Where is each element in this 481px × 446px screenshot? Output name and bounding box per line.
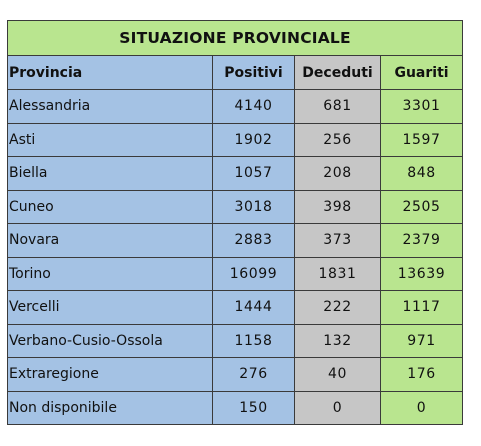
cell-provincia: Cuneo [8, 190, 213, 224]
cell-positivi: 1158 [213, 324, 295, 358]
table-row [8, 324, 463, 358]
cell-guariti: 848 [381, 157, 463, 191]
cell-provincia: Biella [8, 157, 213, 191]
cell-positivi: 1444 [213, 291, 295, 325]
table-row [8, 157, 463, 191]
cell-provincia: Verbano-Cusio-Ossola [8, 324, 213, 358]
cell-positivi: 1902 [213, 123, 295, 157]
cell-guariti: 2379 [381, 224, 463, 258]
cell-provincia: Alessandria [8, 90, 213, 124]
cell-provincia: Asti [8, 123, 213, 157]
cell-provincia: Vercelli [8, 291, 213, 325]
cell-guariti: 1597 [381, 123, 463, 157]
table-row [8, 190, 463, 224]
cell-positivi: 1057 [213, 157, 295, 191]
cell-positivi: 150 [213, 391, 295, 425]
cell-provincia: Torino [8, 257, 213, 291]
cell-provincia: Novara [8, 224, 213, 258]
provincial-situation-table [7, 20, 463, 425]
header-provincia: Provincia [8, 56, 213, 90]
cell-deceduti: 256 [295, 123, 381, 157]
header-positivi: Positivi [213, 56, 295, 90]
cell-deceduti: 681 [295, 90, 381, 124]
provincial-situation-table-container [7, 20, 462, 425]
table-header-row [8, 56, 463, 90]
cell-deceduti: 1831 [295, 257, 381, 291]
cell-guariti: 3301 [381, 90, 463, 124]
table-row [8, 291, 463, 325]
cell-guariti: 2505 [381, 190, 463, 224]
cell-guariti: 176 [381, 358, 463, 392]
cell-guariti: 971 [381, 324, 463, 358]
cell-deceduti: 0 [295, 391, 381, 425]
table-row [8, 224, 463, 258]
cell-positivi: 16099 [213, 257, 295, 291]
cell-guariti: 1117 [381, 291, 463, 325]
cell-deceduti: 398 [295, 190, 381, 224]
cell-guariti: 0 [381, 391, 463, 425]
cell-positivi: 3018 [213, 190, 295, 224]
table-row [8, 358, 463, 392]
cell-deceduti: 222 [295, 291, 381, 325]
cell-deceduti: 373 [295, 224, 381, 258]
cell-provincia: Extraregione [8, 358, 213, 392]
cell-positivi: 276 [213, 358, 295, 392]
header-deceduti: Deceduti [295, 56, 381, 90]
cell-positivi: 2883 [213, 224, 295, 258]
cell-deceduti: 132 [295, 324, 381, 358]
header-guariti: Guariti [381, 56, 463, 90]
table-title: SITUAZIONE PROVINCIALE [8, 21, 463, 56]
table-row [8, 90, 463, 124]
table-row [8, 391, 463, 425]
cell-deceduti: 208 [295, 157, 381, 191]
table-row [8, 257, 463, 291]
cell-guariti: 13639 [381, 257, 463, 291]
cell-provincia: Non disponibile [8, 391, 213, 425]
table-row [8, 123, 463, 157]
cell-deceduti: 40 [295, 358, 381, 392]
cell-positivi: 4140 [213, 90, 295, 124]
